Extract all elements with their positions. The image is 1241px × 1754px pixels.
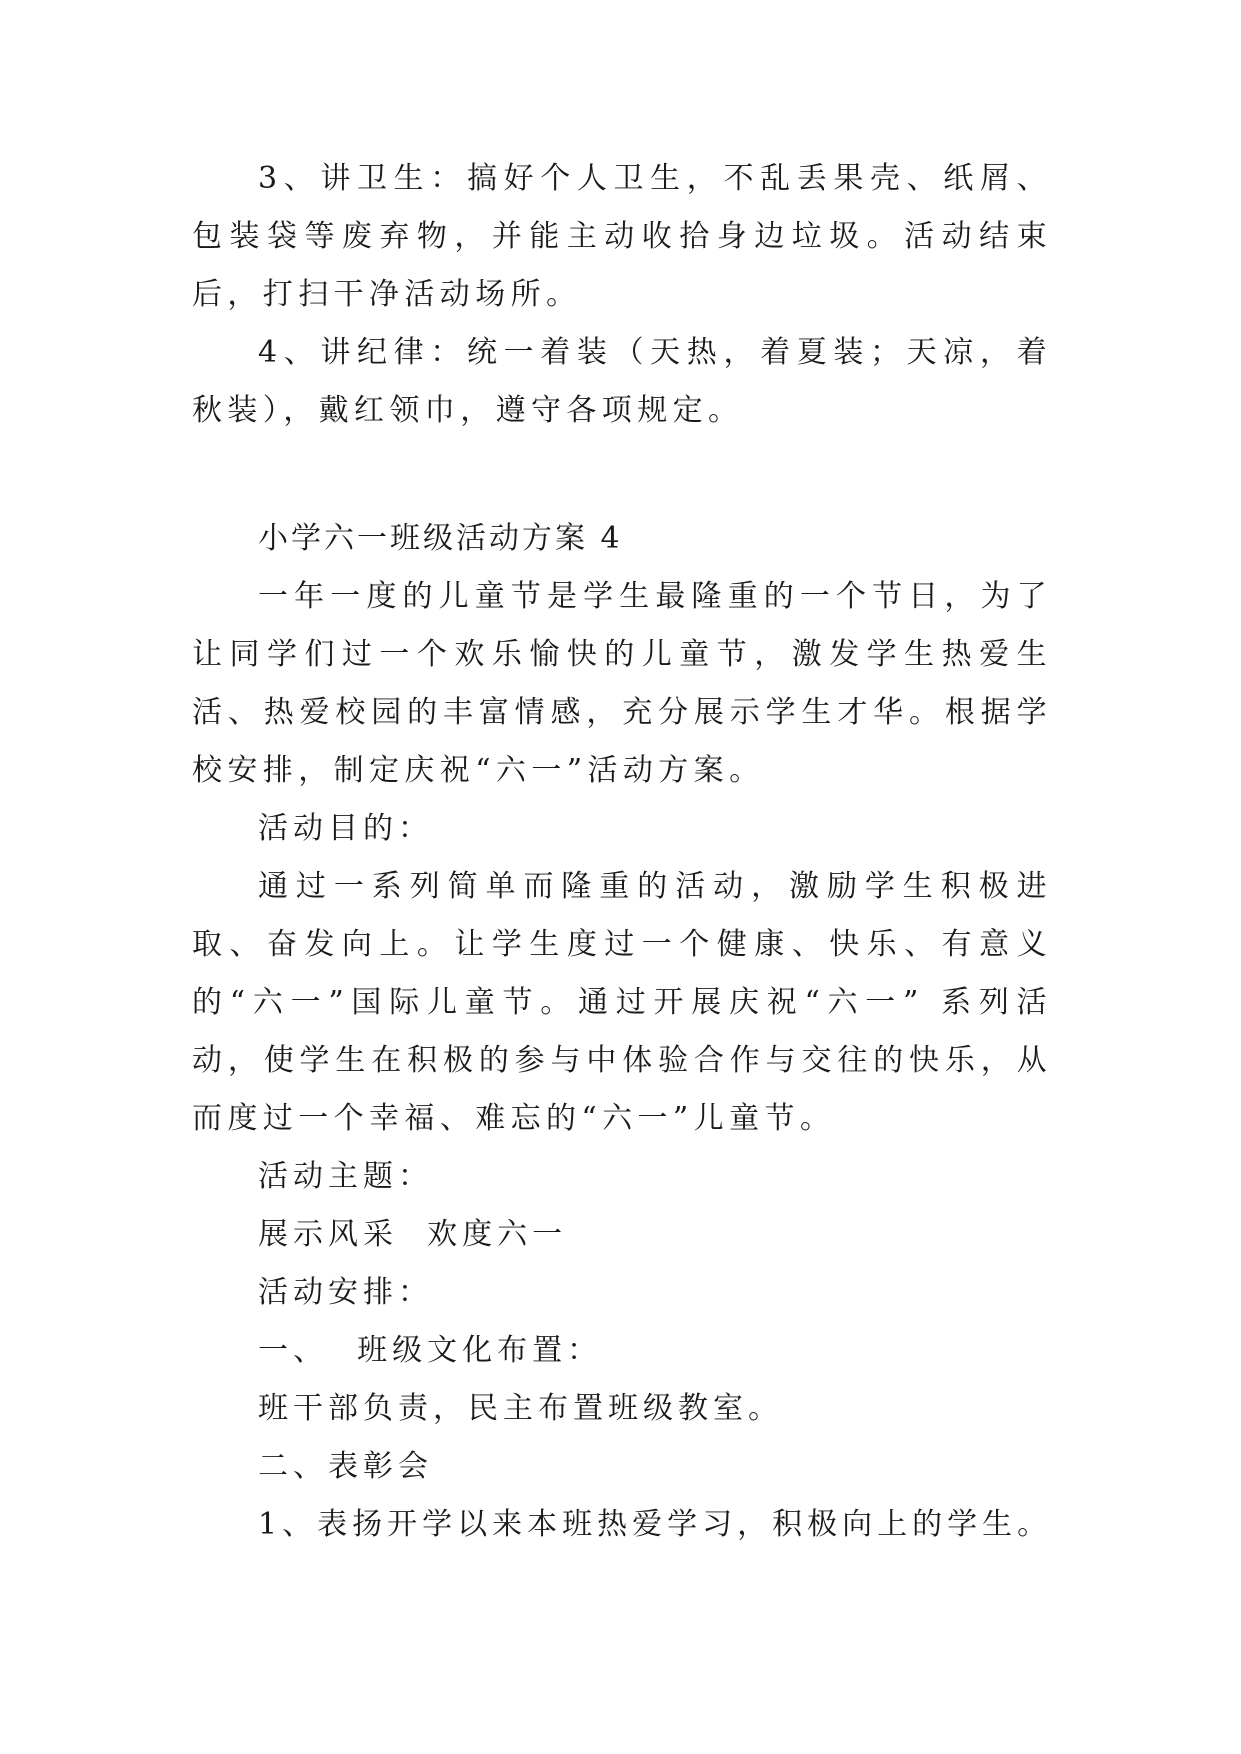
document-page xyxy=(192,150,1052,1554)
item-one-heading: 一、 班级文化布置： xyxy=(258,1333,603,1368)
section-spacer xyxy=(192,440,1052,510)
theme-heading: 活动主题： xyxy=(258,1159,433,1194)
hygiene-paragraph: 3、讲卫生：搞好个人卫生，不乱丢果壳、纸屑、包装袋等废弃物，并能主动收拾身边垃圾。活动结束后，打扫干净活动场所。 xyxy=(192,161,1052,312)
item-one-text: 班干部负责，民主布置班级教室。 xyxy=(258,1391,783,1426)
section-title: 小学六一班级活动方案 4 xyxy=(258,521,623,556)
purpose-paragraph: 通过一系列简单而隆重的活动，激励学生积极进取、奋发向上。让学生度过一个健康、快乐、有意义的“六一”国际儿童节。通过开展庆祝“六一” 系列活动，使学生在积极的参与中体验合作与交往的快乐，从而度过一个幸福、难忘的“六一”儿童节。 xyxy=(192,869,1052,1136)
item-two-heading: 二、表彰会 xyxy=(258,1449,433,1484)
arrangement-heading: 活动安排： xyxy=(258,1275,433,1310)
discipline-paragraph: 4、讲纪律：统一着装（天热，着夏装；天凉，着秋装），戴红领巾，遵守各项规定。 xyxy=(192,335,1052,428)
purpose-heading: 活动目的： xyxy=(258,811,433,846)
theme-text: 展示风采 欢度六一 xyxy=(258,1217,568,1252)
item-two-point-one: 1、表扬开学以来本班热爱学习，积极向上的学生。 xyxy=(258,1507,1053,1542)
intro-paragraph: 一年一度的儿童节是学生最隆重的一个节日，为了让同学们过一个欢乐愉快的儿童节，激发学生热爱生活、热爱校园的丰富情感，充分展示学生才华。根据学校安排，制定庆祝“六一”活动方案。 xyxy=(192,579,1052,788)
